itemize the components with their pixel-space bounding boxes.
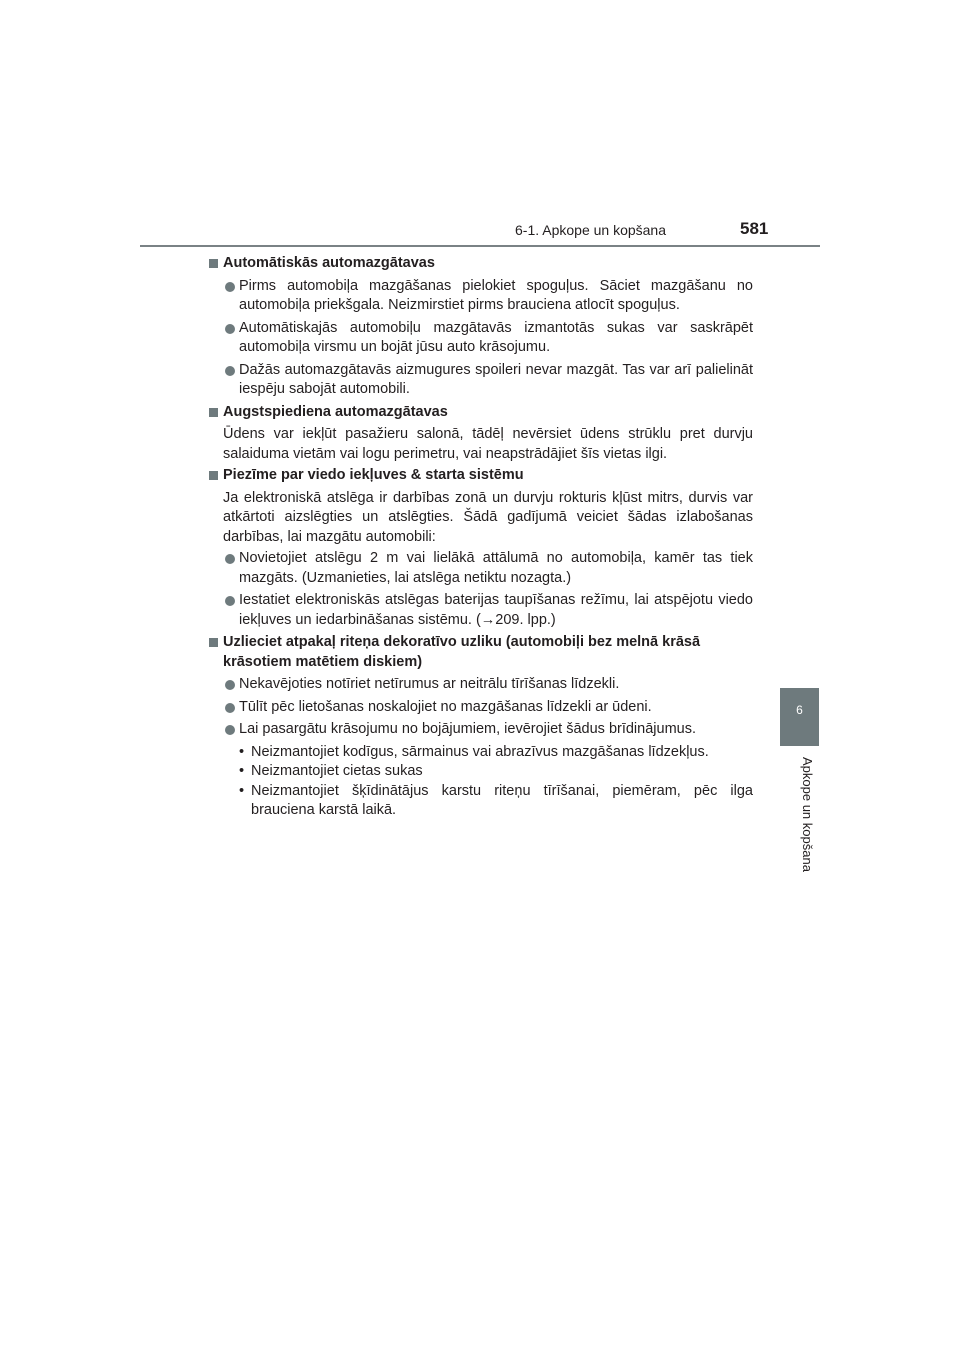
circle-bullet-icon bbox=[225, 554, 235, 564]
section-heading-text: Augstspiediena automazgātavas bbox=[223, 403, 448, 420]
section-heading bbox=[207, 403, 753, 423]
square-bullet-icon bbox=[209, 471, 218, 480]
list-item-text: Automātiskajās automobiļu mazgātavās izmantotās sukas var saskrāpēt automobiļa virsmu un bojāt jūsu auto krāsojumu. bbox=[239, 319, 753, 355]
dot-bullet-icon: • bbox=[239, 782, 245, 799]
section-paragraph: Ja elektroniskā atslēga ir darbības zonā un durvju rokturis kļūst mitrs, durvis var atkārtoti aizslēgties un atslēgties. Šādā gadījumā veiciet šādas izlabošanas darbības, lai mazgātu automobili: bbox=[223, 489, 753, 545]
square-bullet-icon bbox=[209, 638, 218, 647]
section-heading bbox=[207, 633, 753, 672]
list-item bbox=[207, 549, 753, 588]
sub-list-item-text: Neizmantojiet šķīdinātājus karstu riteņu tīrīšanai, piemēram, pēc ilga brauciena karstā laikā. bbox=[251, 782, 753, 818]
list-item-text: Iestatiet elektroniskās atslēgas baterijas taupīšanas režīmu, lai atspējotu viedo iekļuves un iedarbināšanas sistēmu. (→209. lpp.) bbox=[239, 592, 753, 628]
header-section-title: 6-1. Apkope un kopšana bbox=[515, 222, 667, 238]
sub-list-item bbox=[207, 782, 753, 821]
list-item bbox=[207, 361, 753, 400]
dot-bullet-icon: • bbox=[239, 763, 245, 779]
list-item-text: Nekavējoties notīriet netīrumus ar neitrālu tīrīšanas līdzekli. bbox=[239, 676, 620, 692]
circle-bullet-icon bbox=[225, 725, 235, 735]
chapter-tab: 6 bbox=[780, 688, 819, 746]
list-item-text: Dažās automazgātavās aizmugures spoileri nevar mazgāt. Tas var arī palielināt iespēju sabojāt automobili. bbox=[239, 361, 753, 397]
list-item bbox=[207, 675, 753, 695]
sub-list-item-text: Neizmantojiet cietas sukas bbox=[251, 763, 423, 779]
square-bullet-icon bbox=[209, 259, 218, 268]
main-content bbox=[207, 254, 753, 821]
section-heading-text: Automātiskās automazgātavas bbox=[223, 255, 435, 271]
page-number: 581 bbox=[740, 219, 769, 238]
circle-bullet-icon bbox=[225, 680, 235, 690]
list-item bbox=[207, 277, 753, 316]
section-heading bbox=[207, 466, 753, 486]
list-item-text: Lai pasargātu krāsojumu no bojājumiem, ievērojiet šādus brīdinājumus. bbox=[239, 721, 696, 737]
section-heading bbox=[207, 254, 753, 274]
circle-bullet-icon bbox=[225, 282, 235, 292]
section-paragraph: Ūdens var iekļūt pasažieru salonā, tādēļ nevērsiet ūdens strūklu pret durvju salaiduma vietām vai logu perimetru, vai neapstrādājiet šīs vietas ilgi. bbox=[223, 426, 753, 462]
list-item-text: Novietojiet atslēgu 2 m vai lielākā attālumā no automobiļa, kamēr tas tiek mazgāts. (Uzmanieties, lai atslēga netiktu nozagta.) bbox=[239, 550, 753, 586]
circle-bullet-icon bbox=[225, 596, 235, 606]
list-item bbox=[207, 319, 753, 358]
sub-list-item bbox=[207, 743, 753, 763]
chapter-tab-label: Apkope un kopšana bbox=[800, 757, 815, 872]
square-bullet-icon bbox=[209, 408, 218, 417]
list-item bbox=[207, 591, 753, 630]
sub-list-item bbox=[207, 762, 753, 782]
sub-list-item-text: Neizmantojiet kodīgus, sārmainus vai abrazīvus mazgāšanas līdzekļus. bbox=[251, 743, 709, 760]
circle-bullet-icon bbox=[225, 366, 235, 376]
list-item-text: Tūlīt pēc lietošanas noskalojiet no mazgāšanas līdzekli ar ūdeni. bbox=[239, 698, 652, 715]
list-item-text: Pirms automobiļa mazgāšanas pielokiet spoguļus. Sāciet mazgāšanu no automobiļa priekšgala. Neizmirstiet pirms brauciena atlocīt spoguļus. bbox=[239, 277, 753, 313]
circle-bullet-icon bbox=[225, 703, 235, 713]
circle-bullet-icon bbox=[225, 324, 235, 334]
list-item bbox=[207, 720, 753, 740]
section-heading-text: Piezīme par viedo iekļuves & starta sistēmu bbox=[223, 467, 524, 483]
list-item bbox=[207, 698, 753, 718]
section-heading-text: Uzlieciet atpakaļ riteņa dekoratīvo uzliku (automobiļi bez melnā krāsā krāsotiem matētiem diskiem) bbox=[223, 634, 701, 670]
header-divider bbox=[140, 245, 820, 247]
dot-bullet-icon: • bbox=[239, 743, 245, 760]
